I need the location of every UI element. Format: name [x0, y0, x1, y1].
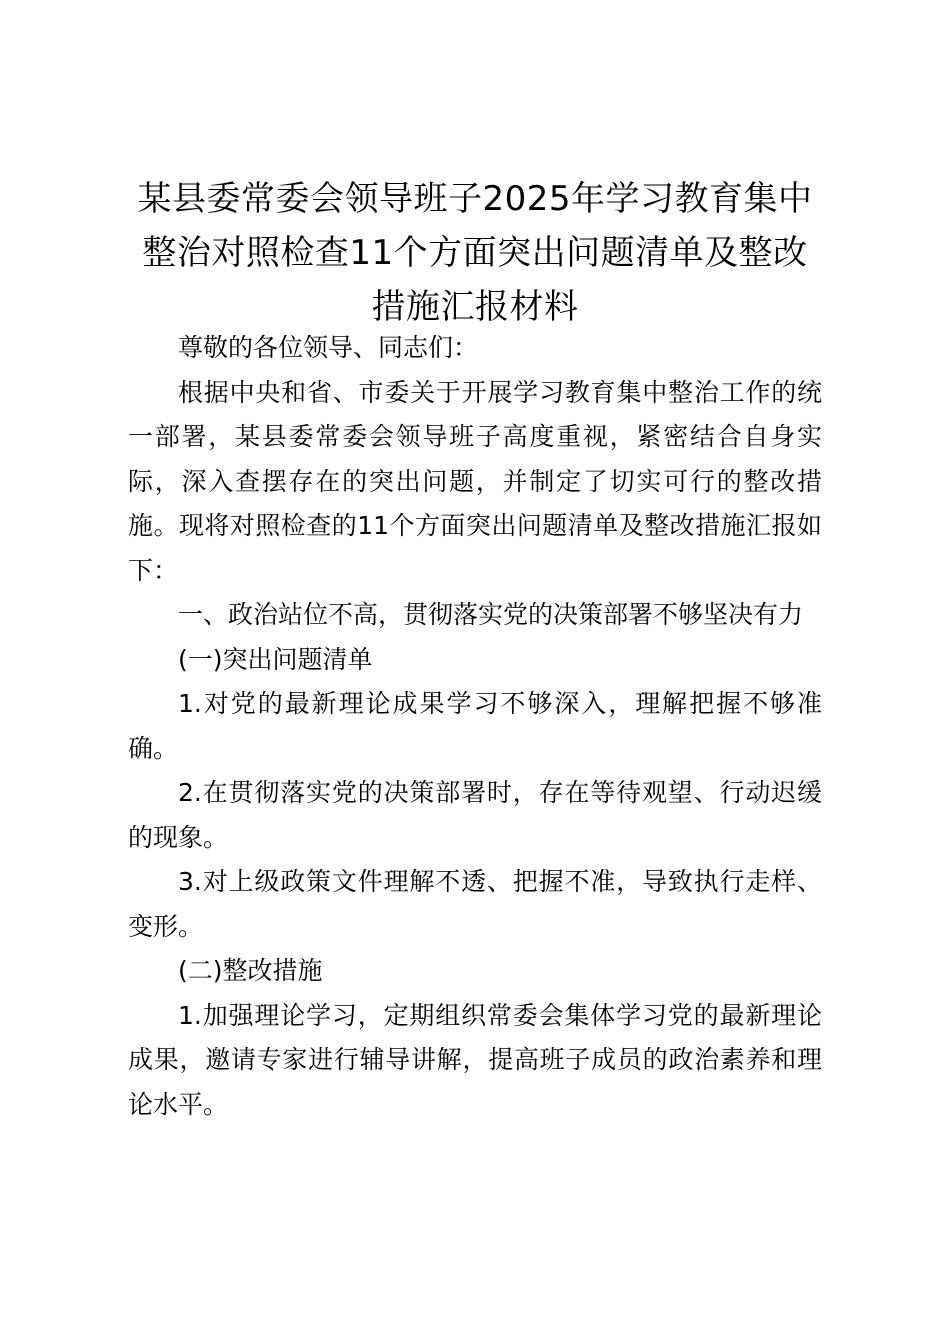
- document-body: [128, 326, 822, 1127]
- section-heading: 一、政治站位不高，贯彻落实党的决策部署不够坚决有力: [178, 600, 804, 629]
- intro-paragraph: 根据中央和省、市委关于开展学习教育集中整治工作的统一部署，某县委常委会领导班子高度重视，紧密结合自身实际，深入查摆存在的突出问题，并制定了切实可行的整改措施。现将对照检查的11个方面突出问题清单及整改措施汇报如下：: [128, 377, 822, 585]
- salutation: 尊敬的各位领导、同志们：: [178, 333, 479, 362]
- measure-item: 1.加强理论学习，定期组织常委会集体学习党的最新理论成果，邀请专家进行辅导讲解，提高班子成员的政治素养和理论水平。: [128, 1000, 822, 1119]
- subsection-heading: (一)突出问题清单: [178, 644, 373, 674]
- problem-item: 3.对上级政策文件理解不透、把握不准，导致执行走样、变形。: [128, 867, 822, 941]
- subsection-heading: (二)整改措施: [178, 956, 323, 985]
- problem-item: 1.对党的最新理论成果学习不够深入，理解把握不够准确。: [128, 689, 822, 763]
- document-title: 某县委常委会领导班子2025年学习教育集中整治对照检查11个方面突出问题清单及整改措施汇报材料: [137, 179, 813, 327]
- problem-item: 2.在贯彻落实党的决策部署时，存在等待观望、行动迟缓的现象。: [128, 778, 822, 852]
